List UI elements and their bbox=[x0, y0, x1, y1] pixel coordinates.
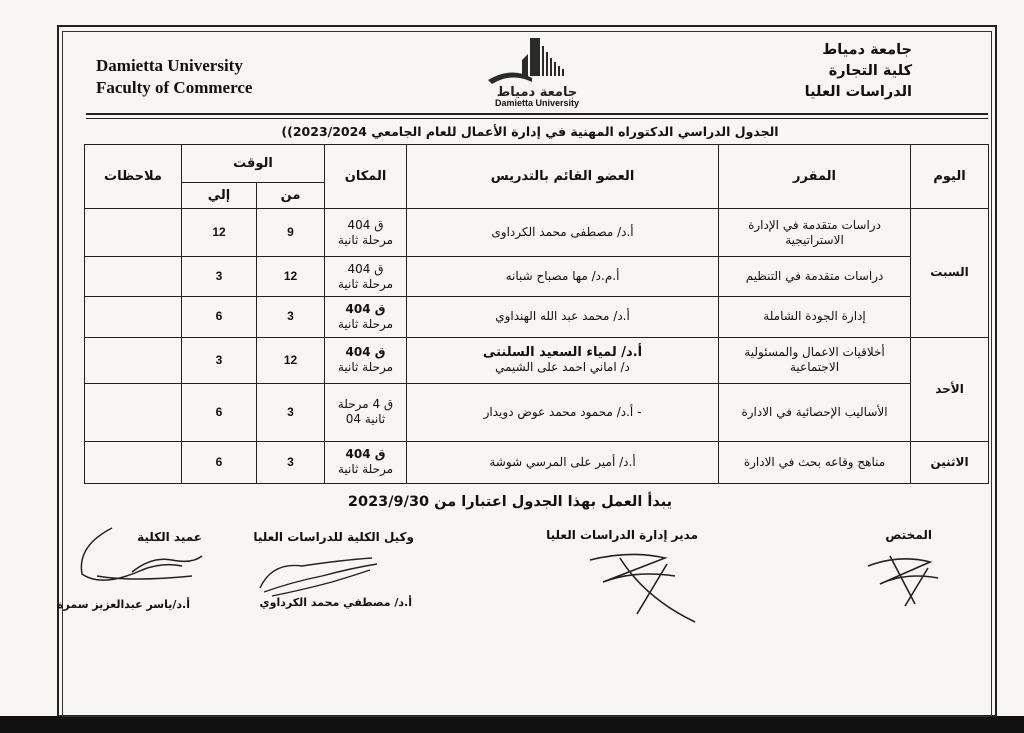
logo-text-ar: جامعة دمياط bbox=[496, 85, 578, 100]
notes-cell bbox=[85, 337, 182, 383]
header-english bbox=[96, 55, 252, 99]
to-cell: 3 bbox=[182, 337, 257, 383]
from-cell: 12 bbox=[257, 337, 325, 383]
table-row bbox=[85, 441, 989, 483]
instructor-name-secondary: د/ اماني احمد على الشيمي bbox=[495, 360, 630, 375]
course-cell: أخلاقيات الاعمال والمسئولية الاجتماعية bbox=[719, 337, 911, 383]
instructor-cell bbox=[407, 383, 719, 441]
notes-cell bbox=[85, 209, 182, 257]
header-rule-thick bbox=[86, 113, 988, 115]
instructor-cell bbox=[407, 441, 719, 483]
course-cell: مناهج وقاعه بحث في الادارة bbox=[719, 441, 911, 483]
day-cell: الأحد bbox=[911, 337, 989, 441]
to-cell: 12 bbox=[182, 209, 257, 257]
effective-date-note: يبدأ العمل بهذا الجدول اعتبارا من 2023/9/30 bbox=[347, 494, 673, 510]
notes-cell bbox=[85, 441, 182, 483]
room: ق 404 bbox=[345, 447, 386, 462]
day-cell: الاثنين bbox=[911, 441, 989, 483]
table-row bbox=[85, 209, 989, 257]
notes-cell bbox=[85, 257, 182, 297]
room: ق 404 bbox=[347, 261, 384, 276]
vice-dean-title: وكيل الكلية للدراسات العليا bbox=[253, 530, 414, 544]
header-rule-thin bbox=[86, 118, 988, 119]
day-cell: السبت bbox=[911, 209, 989, 337]
instructor-name: أ.د/ مصطفى محمد الكرداوى bbox=[491, 225, 634, 240]
specialist-title: المختص bbox=[885, 528, 932, 542]
header-instructor: العضو القائم بالتدريس bbox=[407, 145, 719, 209]
place-cell bbox=[325, 441, 407, 483]
stage: مرحلة ثانية bbox=[337, 462, 394, 477]
header-row bbox=[85, 145, 989, 183]
scan-bottom-edge bbox=[0, 716, 1024, 733]
notes-cell bbox=[85, 383, 182, 441]
notes-cell bbox=[85, 297, 182, 337]
course-cell: دراسات متقدمة في الإدارة الاستراتيجية bbox=[719, 209, 911, 257]
from-cell: 9 bbox=[257, 209, 325, 257]
from-cell: 3 bbox=[257, 383, 325, 441]
schedule-table bbox=[84, 144, 989, 484]
faculty-name-en: Faculty of Commerce bbox=[96, 78, 253, 97]
room: ق 404 bbox=[345, 301, 386, 316]
room: ق 404 bbox=[347, 217, 384, 232]
from-cell: 3 bbox=[257, 441, 325, 483]
room: ق 4 مرحلة bbox=[337, 397, 394, 412]
grad-manager-signature bbox=[585, 548, 705, 628]
grad-manager-title: مدير إدارة الدراسات العليا bbox=[546, 528, 698, 542]
table-row bbox=[85, 257, 989, 297]
instructor-name: - أ.د/ محمود محمد عوض دويدار bbox=[483, 404, 642, 419]
place-cell bbox=[325, 209, 407, 257]
header-from: من bbox=[257, 183, 325, 209]
place-cell bbox=[325, 337, 407, 383]
from-cell: 3 bbox=[257, 297, 325, 337]
header-time: الوقت bbox=[182, 145, 325, 183]
dean-title: عميد الكلية bbox=[137, 530, 202, 544]
to-cell: 3 bbox=[182, 257, 257, 297]
instructor-name: أ.د/ محمد عبد الله الهنداوي bbox=[495, 309, 630, 324]
to-cell: 6 bbox=[182, 441, 257, 483]
course-cell: إدارة الجودة الشاملة bbox=[719, 297, 911, 337]
place-cell bbox=[325, 257, 407, 297]
dean-signature bbox=[72, 516, 212, 596]
stage: مرحلة ثانية bbox=[337, 360, 394, 375]
university-name-en: Damietta University bbox=[96, 56, 243, 75]
dean-name: أ.د/ياسر عبدالعزيز سمرة bbox=[56, 598, 190, 611]
department-name-ar: الدراسات العليا bbox=[804, 84, 912, 100]
header-arabic bbox=[805, 40, 912, 103]
header-course: المقرر bbox=[719, 145, 911, 209]
stage: مرحلة ثانية bbox=[337, 316, 394, 331]
header-day: اليوم bbox=[911, 145, 989, 209]
schedule-title: الجدول الدراسي الدكتوراه المهنية في إدارة الأعمال للعام الجامعي 2023/2024)) bbox=[281, 124, 779, 139]
instructor-cell bbox=[407, 257, 719, 297]
vice-dean-signature bbox=[252, 552, 382, 602]
from-cell: 12 bbox=[257, 257, 325, 297]
faculty-name-ar: كلية التجارة bbox=[828, 63, 912, 79]
table-row bbox=[85, 297, 989, 337]
header-to: إلي bbox=[182, 183, 257, 209]
specialist-signature bbox=[860, 548, 950, 608]
table-row bbox=[85, 383, 989, 441]
instructor-cell bbox=[407, 209, 719, 257]
instructor-cell bbox=[407, 337, 719, 383]
to-cell: 6 bbox=[182, 297, 257, 337]
instructor-name: أ.د/ أمير على المرسي شوشة bbox=[489, 454, 636, 469]
stage: ثانية 04 bbox=[345, 412, 386, 427]
course-cell: دراسات متقدمة في التنظيم bbox=[719, 257, 911, 297]
header-notes: ملاحظات bbox=[85, 145, 182, 209]
instructor-name: أ.د/ لمياء السعيد السلنتى bbox=[482, 345, 643, 361]
table-row bbox=[85, 337, 989, 383]
to-cell: 6 bbox=[182, 383, 257, 441]
instructor-cell bbox=[407, 297, 719, 337]
instructor-name: أ.م.د/ مها مصباح شبانه bbox=[505, 269, 620, 284]
course-cell: الأساليب الإحصائية في الادارة bbox=[719, 383, 911, 441]
stage: مرحلة ثانية bbox=[337, 276, 394, 291]
stage: مرحلة ثانية bbox=[337, 232, 394, 247]
place-cell bbox=[325, 297, 407, 337]
vice-dean-name: أ.د/ مصطفي محمد الكرداوي bbox=[259, 596, 412, 609]
place-cell bbox=[325, 383, 407, 441]
room: ق 404 bbox=[345, 345, 386, 360]
header-place: المكان bbox=[325, 145, 407, 209]
university-name-ar: جامعة دمياط bbox=[822, 42, 912, 58]
logo-text-en: Damietta University bbox=[494, 98, 580, 108]
